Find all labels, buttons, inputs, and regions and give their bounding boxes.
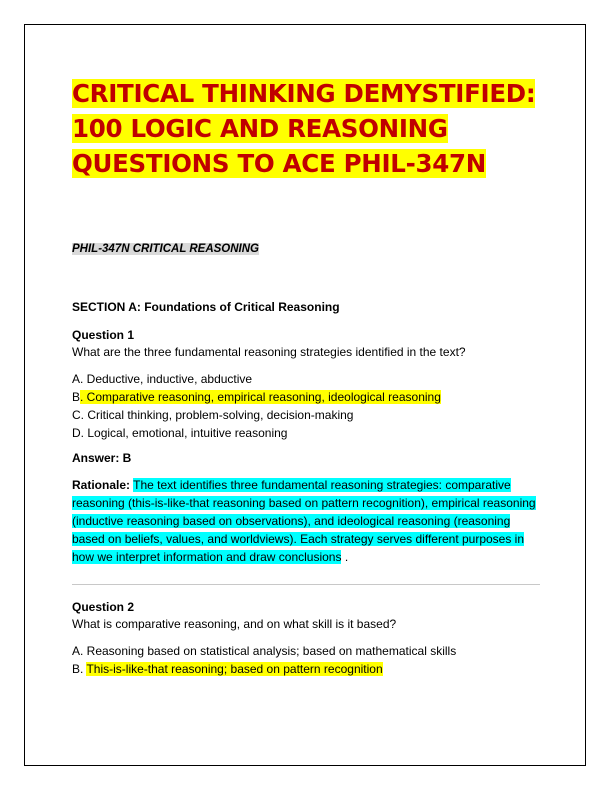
rationale-text: The text identifies three fundamental reasoning strategies: comparative reasoning (this-is-like-that reasoning based on pattern recognition), empirical reasoning (inductive reasoning based on observations), and ideological reasoning (reasoning based on beliefs, values, and worldviews). Each strategy serves different purposes in how we interpret information and draw conclusions — [72, 478, 536, 564]
course-label: PHIL-347N CRITICAL REASONING — [72, 243, 260, 255]
question-1-text: What are the three fundamental reasoning strategies identified in the text? — [72, 345, 466, 359]
question-2-label: Question 2 — [72, 600, 135, 614]
question-1-label: Question 1 — [72, 328, 135, 342]
rationale-label: Rationale: — [72, 478, 131, 492]
question-2-options — [72, 642, 542, 678]
question-1-answer: Answer: B — [72, 451, 132, 465]
question-2-text: What is comparative reasoning, and on what skill is it based? — [72, 617, 397, 631]
highlighted-correct-option: This-is-like-that reasoning; based on pattern recognition — [86, 662, 383, 676]
question-1-options — [72, 370, 542, 442]
option-a: A. Reasoning based on statistical analysis; based on mathematical skills — [72, 644, 457, 658]
option-b: B. Comparative reasoning, empirical reasoning, ideological reasoning — [72, 390, 441, 404]
question-divider — [72, 584, 540, 585]
option-d: D. Logical, emotional, intuitive reasoning — [72, 426, 288, 440]
document-content — [72, 76, 542, 678]
rationale-tail: . — [341, 550, 349, 564]
option-c: C. Critical thinking, problem-solving, decision-making — [72, 408, 354, 422]
option-b: B. This-is-like-that reasoning; based on pattern recognition — [72, 662, 383, 676]
option-a: A. Deductive, inductive, abductive — [72, 372, 253, 386]
document-title: CRITICAL THINKING DEMYSTIFIED: 100 LOGIC AND REASONING QUESTIONS TO ACE PHIL-347N — [72, 79, 536, 178]
section-title: SECTION A: Foundations of Critical Reasoning — [72, 300, 340, 314]
question-1-rationale — [72, 476, 542, 566]
highlighted-correct-option: . Comparative reasoning, empirical reasoning, ideological reasoning — [80, 390, 441, 404]
